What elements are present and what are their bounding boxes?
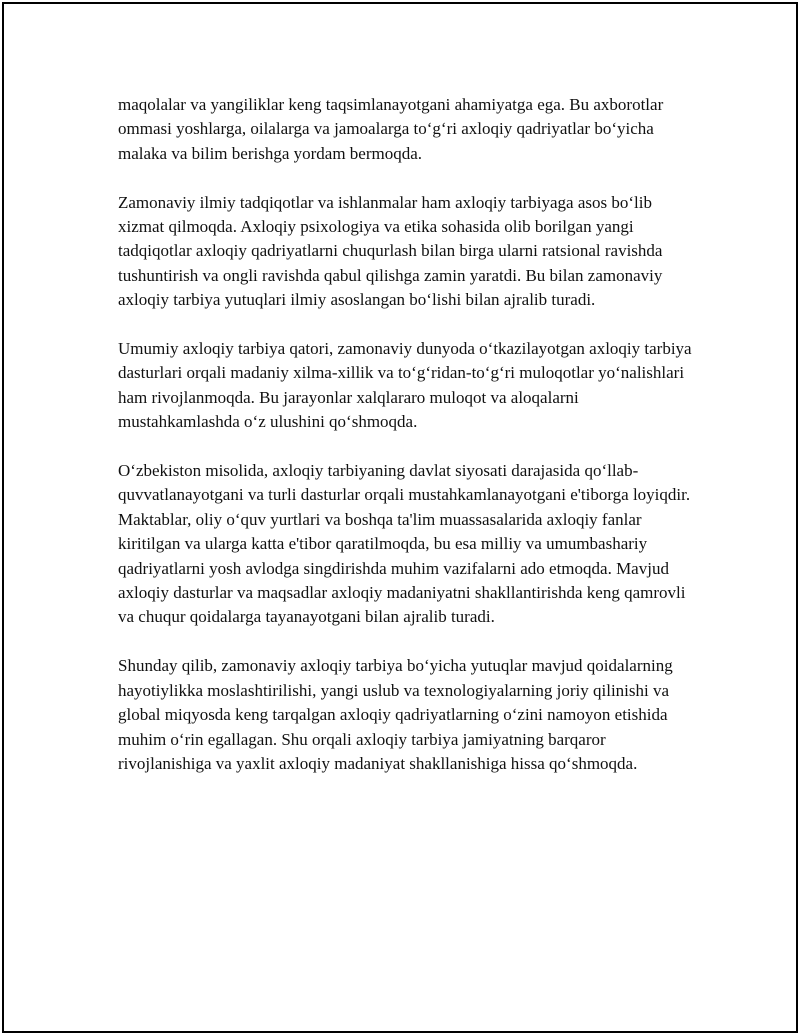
- paragraph: O‘zbekiston misolida, axloqiy tarbiyaning davlat siyosati darajasida qo‘llab-quvvatlanayotgani va turli dasturlar orqali mustahkamlanayotgani e'tiborga loyiqdir. Maktablar, oliy o‘quv yurtlari va boshqa ta'lim muassasalarida axloqiy fanlar kiritilgan va ularga katta e'tibor qaratilmoqda, bu esa milliy va umumbashariy qadriyatlarni yosh avlodga singdirishda muhim vazifalarni ado etmoqda. Mavjud axloqiy dasturlar va maqsadlar axloqiy madaniyatni shakllantirishda keng qamrovli va chuqur qoidalarga tayanayotgani bilan ajralib turadi.: [118, 461, 691, 627]
- paragraph: Zamonaviy ilmiy tadqiqotlar va ishlanmalar ham axloqiy tarbiyaga asos bo‘lib xizmat qilmoqda. Axloqiy psixologiya va etika sohasida olib borilgan yangi tadqiqotlar axloqiy qadriyatlarni chuqurlash bilan birga ularni ratsional ravishda tushuntirish va ongli ravishda qabul qilishga zamin yaratdi. Bu bilan zamonaviy axloqiy tarbiya yutuqlari ilmiy asoslangan bo‘lishi bilan ajralib turadi.: [118, 192, 663, 310]
- paragraph: Shunday qilib, zamonaviy axloqiy tarbiya bo‘yicha yutuqlar mavjud qoidalarning hayotiylikka moslashtirilishi, yangi uslub va texnologiyalarning joriy qilinishi va global miqyosda keng tarqalgan axloqiy qadriyatlarning o‘zini namoyon etishida muhim o‘rin egallagan. Shu orqali axloqiy tarbiya jamiyatning barqaror rivojlanishiga va yaxlit axloqiy madaniyat shakllanishiga hissa qo‘shmoqda.: [118, 656, 673, 773]
- document-body: [118, 93, 693, 801]
- paragraph: Umumiy axloqiy tarbiya qatori, zamonaviy dunyoda o‘tkazilayotgan axloqiy tarbiya dasturlari orqali madaniy xilma-xillik va to‘g‘ridan-to‘g‘ri muloqotlar yo‘nalishlari ham rivojlanmoqda. Bu jarayonlar xalqlararo muloqot va aloqalarni mustahkamlashda o‘z ulushini qo‘shmoqda.: [118, 339, 692, 432]
- paragraph: maqolalar va yangiliklar keng taqsimlanayotgani ahamiyatga ega. Bu axborotlar ommasi yoshlarga, oilalarga va jamoalarga to‘g‘ri axloqiy qadriyatlar bo‘yicha malaka va bilim berishga yordam bermoqda.: [118, 95, 664, 163]
